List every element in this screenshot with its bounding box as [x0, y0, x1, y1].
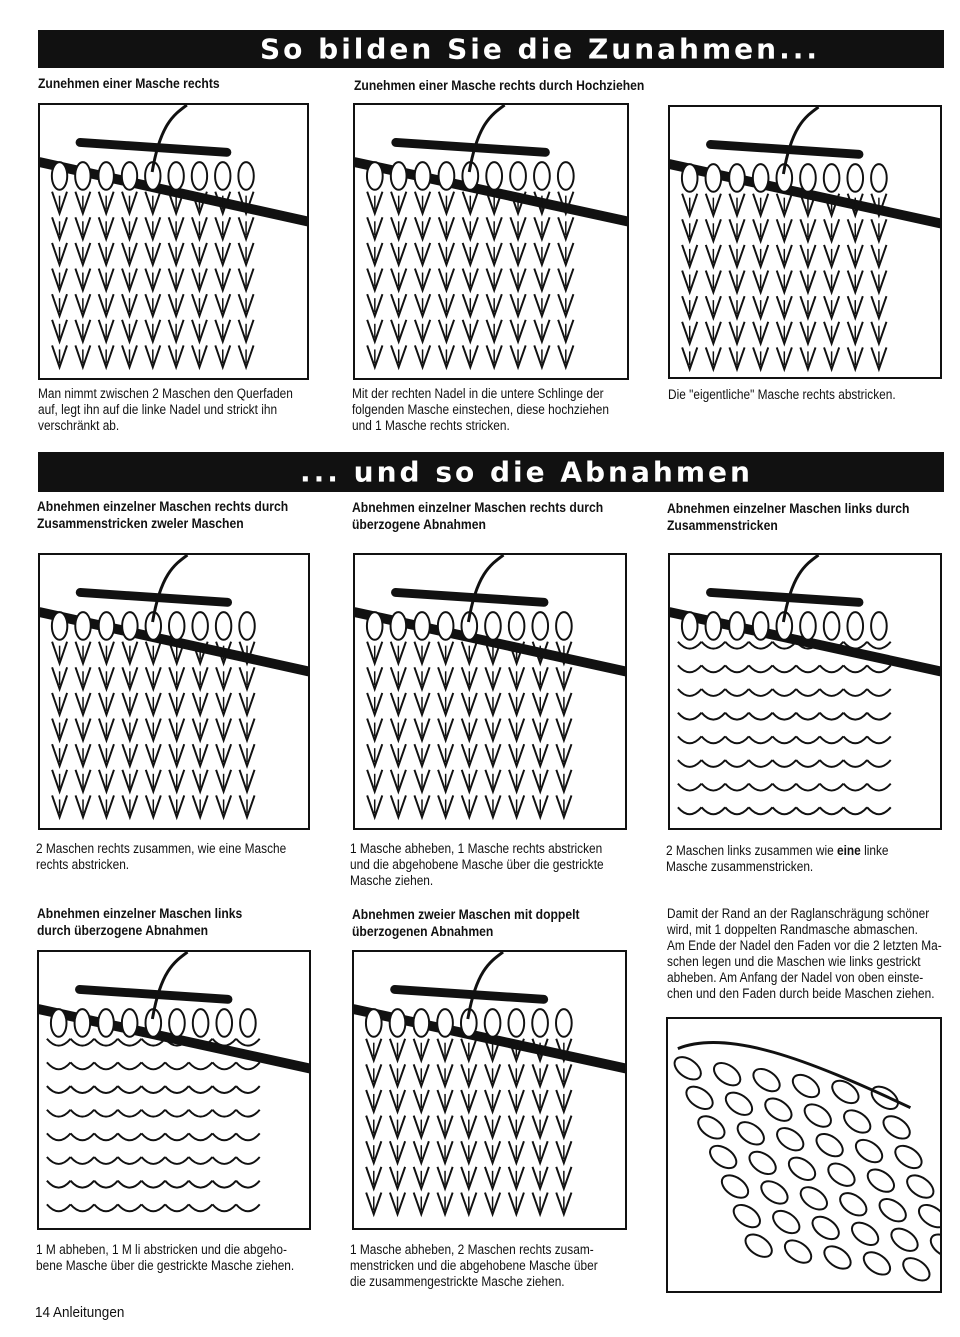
heading-knit-two-together: Abnehmen einzelner Maschen rechts durch Zusammenstricken zweler Maschen	[37, 499, 289, 531]
heading-lifted-increase: Zunehmen einer Masche rechts durch Hochziehen	[354, 78, 645, 93]
lifted-increase-illustration-1	[353, 103, 629, 380]
decrease-banner	[38, 452, 944, 492]
caption-lifted-increase-2: Die "eigentliche" Masche rechts abstricken.	[668, 387, 896, 402]
caption-lifted-increase-1: Mit der rechten Nadel in die untere Schlinge der folgenden Masche einstechen, diese hochziehen und 1 Masche rechts stricken.	[352, 386, 609, 433]
knit-two-together-illustration	[38, 553, 310, 830]
increase-banner	[38, 30, 944, 68]
heading-slip-knit-pass: Abnehmen einzelner Maschen rechts durch überzogene Abnahmen	[352, 500, 604, 532]
caption-double-decrease: 1 Masche abheben, 2 Maschen rechts zusam- menstricken und die abgehobene Masche über die zusammengestrickte Masche ziehen.	[350, 1242, 598, 1289]
caption-knit-two-together: 2 Maschen rechts zusammen, wie eine Masche rechts abstricken.	[36, 841, 287, 872]
increase-title: So bilden Sie die Zunahmen...	[260, 32, 820, 66]
heading-double-decrease: Abnehmen zweier Maschen mit doppelt überzogenen Abnahmen	[352, 907, 580, 939]
lifted-increase-illustration-2	[668, 105, 942, 379]
page-footer: 14 Anleitungen	[35, 1304, 125, 1321]
caption-slip-knit-pass: 1 Masche abheben, 1 Masche rechts abstricken und die abgehobene Masche über die gestrickte Masche ziehen.	[350, 841, 604, 888]
raglan-instructions: Damit der Rand an der Raglanschrägung schöner wird, mit 1 doppelten Randmasche abmaschen. Am Ende der Nadel den Faden vor die 2 letzten Ma- schen legen und die Maschen wie links gestrickt abheben. Am Anfang der Nadel von oben einste- chen und den Faden durch beide Maschen ziehen.	[667, 906, 942, 1001]
purl-two-together-illustration	[668, 553, 942, 830]
caption-knit-increase: Man nimmt zwischen 2 Maschen den Querfaden auf, legt ihn auf die linke Nadel und strickt ihn verschränkt ab.	[38, 386, 293, 433]
decrease-title: ... und so die Abnahmen	[300, 455, 753, 489]
raglan-edge-illustration	[666, 1017, 942, 1293]
heading-knit-increase: Zunehmen einer Masche rechts	[38, 76, 220, 91]
heading-purl-pass-over: Abnehmen einzelner Maschen links durch überzogene Abnahmen	[37, 906, 243, 938]
knit-increase-illustration	[38, 103, 309, 380]
caption-purl-two-together: 2 Maschen links zusammen wie eine linke Masche zusammenstricken.	[666, 843, 889, 874]
double-decrease-illustration	[352, 950, 627, 1230]
slip-knit-pass-illustration	[353, 553, 627, 830]
purl-pass-over-illustration	[37, 950, 311, 1230]
caption-purl-pass-over: 1 M abheben, 1 M li abstricken und die abgeho- bene Masche über die gestrickte Masche ziehen.	[36, 1242, 295, 1273]
heading-purl-two-together: Abnehmen einzelner Maschen links durch Zusammenstricken	[667, 501, 910, 533]
